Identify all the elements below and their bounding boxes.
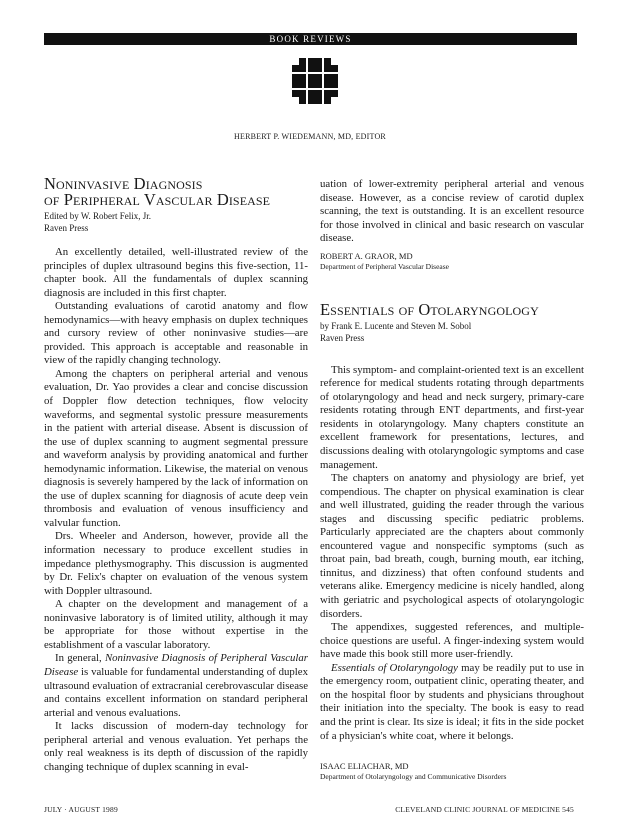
review1-p6-rest: is valuable for fundamental understanding of duplex ultrasound evaluation of extracranial cerebrovascular disease and contains excellent information on standard peripheral arterial and venous evaluations. xyxy=(44,665,308,719)
review1-book-title-italic: Noninvasive Diagnosis of Peripheral Vascular Disease xyxy=(44,652,308,678)
review2-paragraph-4 xyxy=(320,662,584,743)
review2-authors-byline: by Frank E. Lucente and Steven M. Sobol xyxy=(320,320,472,331)
review1-title-line2: of Peripheral Vascular Disease xyxy=(44,190,271,209)
review1-reviewer-name: ROBERT A. GRAOR, MD xyxy=(320,250,413,261)
review2-paragraph-3: The appendixes, suggested references, and multiple-choice questions are useful. A finger-indexing system would have made this book still more user-friendly. xyxy=(320,621,584,661)
review1-p6-lead: In general, xyxy=(55,652,105,665)
review2-title: Essentials of Otolaryngology xyxy=(320,299,539,319)
right-column xyxy=(320,178,584,782)
review2-book-title-italic: Essentials of Otolaryngology xyxy=(331,661,458,674)
review2-paragraph-2: The chapters on anatomy and physiology are brief, yet compendious. The chapter on physical examination is clear and well illustrated, guiding the reader through the various stages and discussing specific pediatric problems. Particularly appreciated are the chapters about commonly encountered vague and nonspecific symptoms (such as throat pain, bad breath, cough, burning mouth, ear itching, tinnitus, and dizziness) that often confound students and veterans alike. Emergency medicine is nicely handled, along with geriatric and psychological aspects of otolaryngologic disorders. xyxy=(320,472,584,620)
editor-credit: HERBERT P. WIEDEMANN, MD, EDITOR xyxy=(234,132,386,141)
journal-cross-logo xyxy=(290,57,340,105)
review1-paragraph-6 xyxy=(44,652,308,720)
review1-editor-byline: Edited by W. Robert Felix, Jr. xyxy=(44,211,151,221)
review1-publisher: Raven Press xyxy=(44,223,89,233)
review1-paragraph-7: It lacks discussion of modern-day technology for peripheral arterial and venous evaluation. Yet perhaps the only real weakness is its depth of discussion of the rapidly changing technique of duplex scanning in eval- xyxy=(44,720,308,773)
review2-publisher: Raven Press xyxy=(320,332,365,343)
section-banner: BOOK REVIEWS xyxy=(44,33,577,45)
review2-reviewer-dept: Department of Otolaryngology and Communicative Disorders xyxy=(320,772,507,782)
review1-paragraph-3: Among the chapters on peripheral arterial and venous evaluation, Dr. Yao provides a clear and concise discussion of Doppler flow detection techniques, flow velocity waveforms, and segmental systolic pressure measurements in the patient with arterial disease. Absent is discussion of the use of duplex scanning to augment segmental pressure and waveform analysis by providing anatomical and further hemodynamic information. Likewise, the material on venous diagnosis is severely hampered by the lack of information on the use of duplex scanning for diagnosis of acute deep vein thrombosis and evaluation of venous insufficiency and valvular function. xyxy=(44,367,308,529)
review1-paragraph-1: An excellently detailed, well-illustrated review of the principles of duplex ultrasound begins this five-section, 11-chapter book. All the fundamentals of duplex scanning diagnosis are included in this first chapter. xyxy=(44,246,308,299)
review1-continuation: uation of lower-extremity peripheral arterial and venous disease. However, as a concise review of carotid duplex scanning, the text is outstanding. It is an excellent resource for those involved in clinical and basic research on vascular disease. xyxy=(320,178,584,245)
review2-paragraph-1: This symptom- and complaint-oriented text is an excellent reference for medical students rotating through departments of otolaryngology and head and neck surgery, primary-care residents rotating through ENT departments, and first-year residents in otolaryngology. Many chapters constitute an excellent framework for presentations, lectures, and discussions dealing with otolaryngologic symptoms and case management. xyxy=(320,363,584,471)
review1-paragraph-5: A chapter on the development and management of a noninvasive laboratory is of limited utility, although it may be appropriate for those without expertise in the establishment of a vascular laboratory. xyxy=(44,598,308,651)
review1-reviewer-dept: Department of Peripheral Vascular Disease xyxy=(320,261,449,271)
review1-title-line1: Noninvasive Diagnosis xyxy=(44,174,203,193)
review2-p4-rest: may be readily put to use in the emergency room, outpatient clinic, operating theater, and on the hospital floor by students and physicians throughout their initiation into the specialty. The book is easy to read and the print is clear. Its size is ideal; it fits in the side pocket of a physician's white coat, where it belongs. xyxy=(320,661,584,742)
review1-paragraph-4: Drs. Wheeler and Anderson, however, provide all the information necessary to produce excellent studies in impedance plethysmography. This discussion is augmented by Dr. Felix's chapter on evaluation of the venous system with Doppler ultrasound. xyxy=(44,530,308,597)
review1-paragraph-2: Outstanding evaluations of carotid anatomy and flow hemodynamics—with heavy emphasis on duplex techniques and cursory review of other noninvasive studies—are provided. This approach is acceptable and reasonable in view of the rapidly changing technology. xyxy=(44,300,308,367)
footer-journal-page: CLEVELAND CLINIC JOURNAL OF MEDICINE 545 xyxy=(395,805,574,814)
footer-issue-date: JULY · AUGUST 1989 xyxy=(44,805,118,814)
review1-title xyxy=(44,176,308,208)
left-column xyxy=(44,176,308,774)
review2-reviewer-name: ISAAC ELIACHAR, MD xyxy=(320,761,409,772)
